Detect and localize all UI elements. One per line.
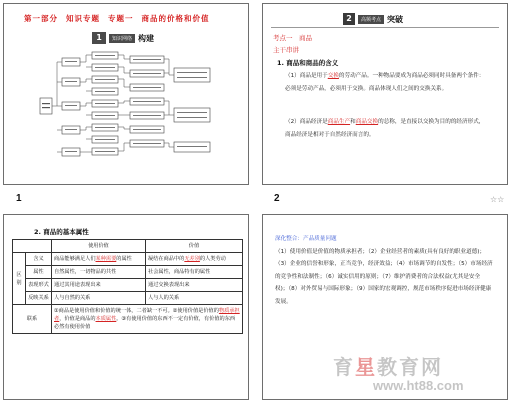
table-row <box>13 266 243 279</box>
highlight-text: 商品交换 <box>355 119 379 125</box>
page-number-2: 2 <box>274 193 280 204</box>
group-header: 联系 <box>13 305 52 334</box>
highlight-text: 商品生产 <box>327 119 351 125</box>
table-row <box>13 279 243 292</box>
section-heading: 2. 商品的基本属性 <box>34 228 89 236</box>
column-header: 价值 <box>146 240 243 253</box>
row-label: 属性 <box>26 266 52 279</box>
section-heading: 1. 商品和商品的含义 <box>277 59 339 67</box>
table-row <box>13 253 243 266</box>
watermark-text: 育 <box>333 355 355 379</box>
table-cell: 通过交换表现出来 <box>146 279 243 292</box>
row-label: 含义 <box>26 253 52 266</box>
section-number: 1 <box>92 32 106 44</box>
text: 商品能够满足人们 <box>54 256 96 262</box>
slide-1-knowledge-map[interactable] <box>3 3 249 185</box>
title-part: 知识专题 <box>66 14 100 23</box>
highlight-text: 某种需要 <box>95 256 117 262</box>
table-cell <box>146 253 243 266</box>
star-decoration: ☆☆ <box>490 195 505 204</box>
column-header: 使用价值 <box>52 240 146 253</box>
section-word: 构建 <box>138 33 155 43</box>
integration-text <box>275 233 493 308</box>
group-header: 区别 <box>13 253 26 305</box>
title-part: 专题一 <box>108 14 134 23</box>
title-part: 商品的价格和价值 <box>141 14 210 23</box>
text: 的人类劳动 <box>199 256 226 262</box>
table-cell <box>52 253 146 266</box>
table-cell: 人与自然的关系 <box>52 292 146 305</box>
text: 和 <box>350 119 356 125</box>
attributes-table <box>12 239 243 334</box>
table-cell: 通过其用途表现出来 <box>52 279 146 292</box>
watermark-text: 星 <box>355 355 377 379</box>
section-label: 知识网络 <box>109 34 135 43</box>
slide-3-attributes-table[interactable] <box>3 214 249 400</box>
table-cell: 自然属性，一切物品的共性 <box>52 266 146 279</box>
table-cell <box>13 240 52 253</box>
watermark-text: 教育网 <box>377 355 443 379</box>
table-row <box>13 292 243 305</box>
paragraph-2 <box>285 116 485 141</box>
section-label: 高频考点 <box>358 15 384 24</box>
lead-label: 深化整合：产品质量问题 <box>275 236 337 242</box>
highlight-text: 交换 <box>327 73 339 79</box>
section-badge <box>92 32 154 44</box>
text: 。③有使用价值的东西不一定有价值，有价值的东西必然有使用价值 <box>54 316 236 330</box>
highlight-text: 无差别 <box>184 256 200 262</box>
text: （2）商品经济是 <box>285 119 328 125</box>
watermark-logo <box>333 351 443 380</box>
text: 的劳动产品。一种物品要成为商品必须同时具备两个条件：必须是劳动产品，必须用于交换。商品体现人们之间的交换关系。 <box>285 73 485 92</box>
text: ①商品是使用价值和价值的统一体，二者缺一不可。②使用价值是价值的 <box>54 308 219 314</box>
row-label: 反映关系 <box>26 292 52 305</box>
body-text: （1）使用价值是价值的物质承担者；（2）企业经营者的素质(具有良好的职业道德)；（3）企业的信誉和形象，正当竞争，经济效益；（4）市场调节的自发性；（5）市场经济的竞争性和法制性；（6）诚实信用的原则；（7）维护消费者的合法权益(尤其是安全权)；（8）对外贸易与国际形象；（9）国家的宏观调控，规范市场秩序促进市场经济健康发展。 <box>275 248 493 305</box>
title-part: 第一部分 <box>24 14 58 23</box>
header-divider <box>271 27 499 28</box>
slide-4-integration[interactable] <box>262 214 508 400</box>
text: ，价值是商品的 <box>59 316 96 322</box>
section-badge <box>343 13 403 25</box>
table-header-row <box>13 240 243 253</box>
slide-2-exam-point[interactable] <box>262 3 508 185</box>
topic-label: 考点一 商品 <box>273 34 312 42</box>
paragraph-1 <box>285 70 485 95</box>
subtopic-label: 主干串讲 <box>273 46 299 54</box>
highlight-text: 物质承担者 <box>54 308 240 322</box>
text: （1）商品是用于 <box>285 73 328 79</box>
section-number: 2 <box>343 13 355 25</box>
watermark-url: www.ht88.com <box>373 378 464 393</box>
page-number-1: 1 <box>16 193 22 204</box>
text: 的属性 <box>116 256 132 262</box>
row-label: 表现形式 <box>26 279 52 292</box>
table-cell: 人与人的关系 <box>146 292 243 305</box>
table-cell <box>52 305 243 334</box>
highlight-text: 本质属性 <box>95 316 117 322</box>
mind-map-diagram <box>38 48 214 166</box>
text: 凝结在商品中的 <box>148 256 185 262</box>
table-cell: 社会属性，商品特有的属性 <box>146 266 243 279</box>
text: 的总称，是直接以交换为目的的经济形式，商品经济是相对于自然经济而言的。 <box>285 119 485 138</box>
table-row <box>13 305 243 334</box>
section-word: 突破 <box>387 14 404 24</box>
slide-1-title <box>24 13 240 24</box>
